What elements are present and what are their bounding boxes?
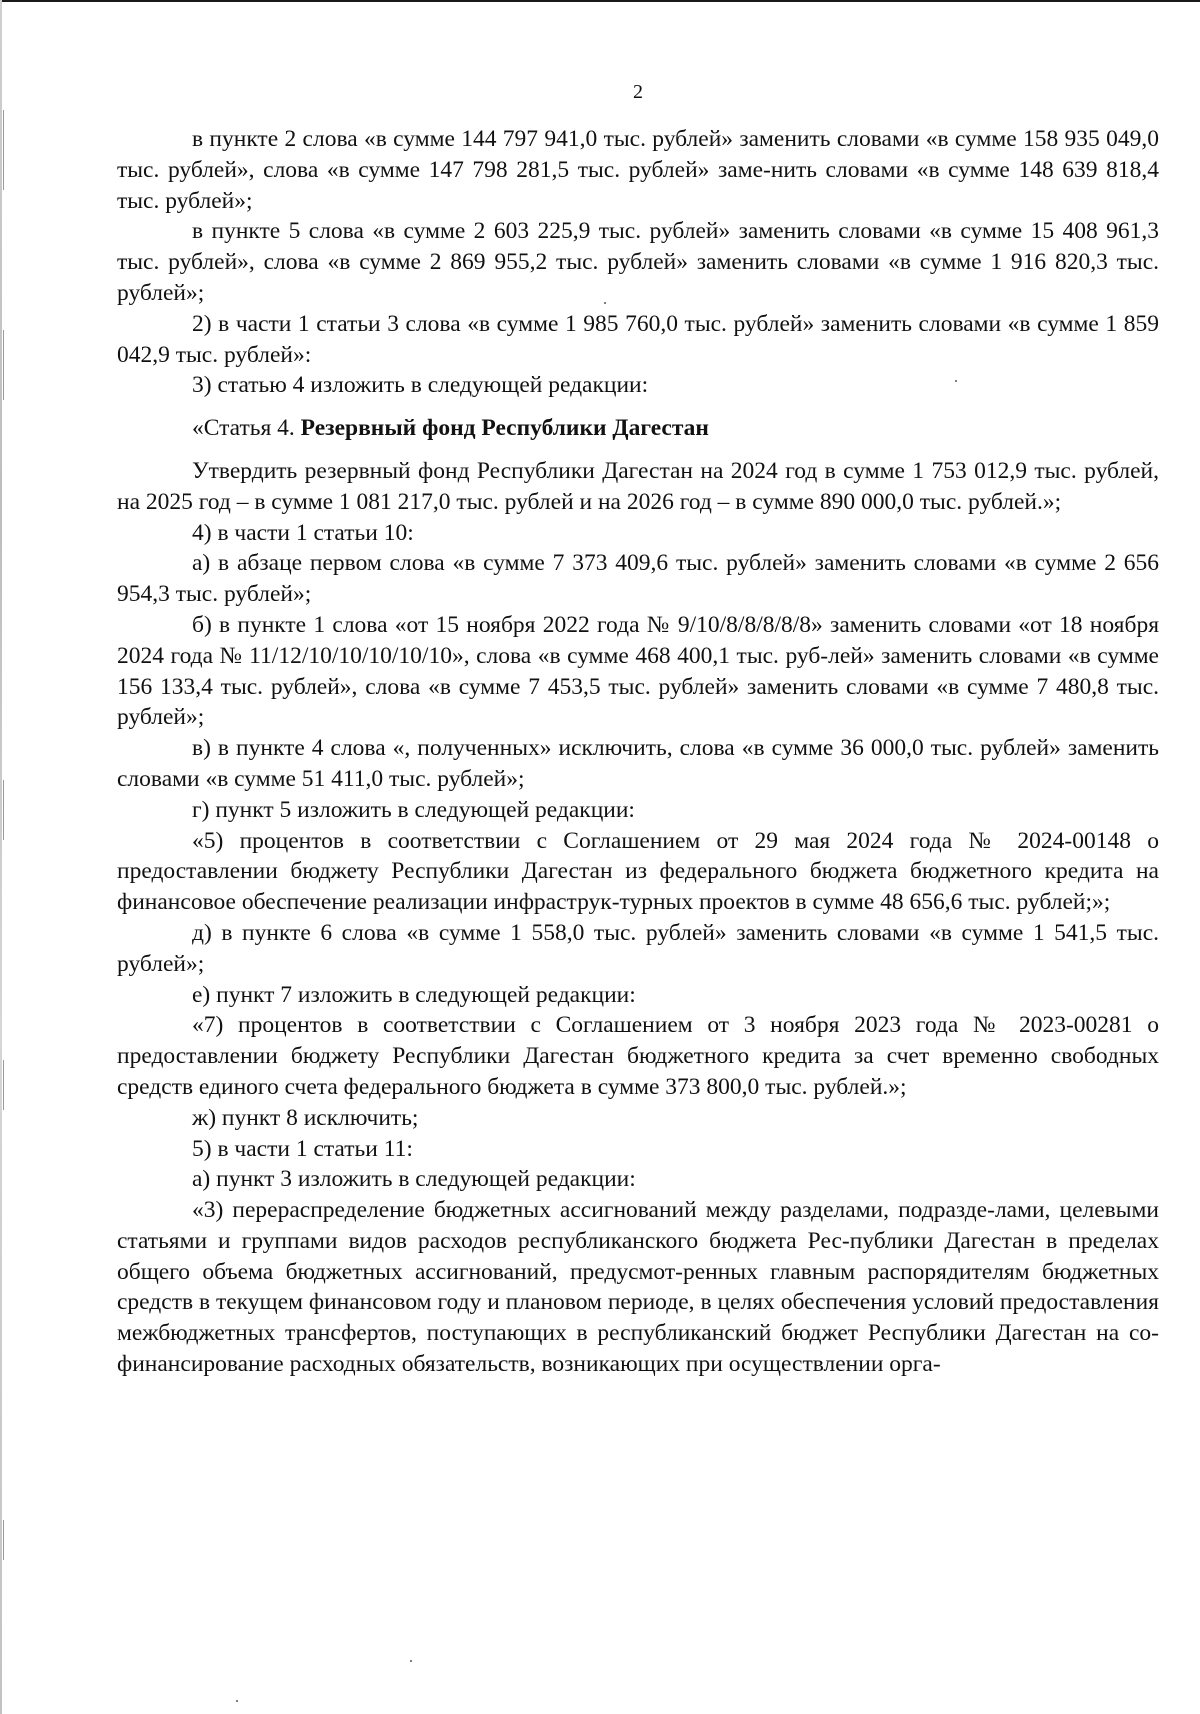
article-heading	[117, 413, 1159, 444]
document-body	[117, 124, 1159, 1380]
paragraph: а) в абзаце первом слова «в сумме 7 373 409,6 тыс. рублей» заменить словами «в сумме 2 656 954,3 тыс. рублей»;	[117, 550, 1159, 608]
paragraph: Утвердить резервный фонд Республики Дагестан на 2024 год в сумме 1 753 012,9 тыс. рублей, на 2025 год – в сумме 1 081 217,0 тыс. рублей и на 2026 год – в сумме 890 000,0 тыс. рублей.»;	[117, 457, 1159, 515]
scan-mark	[3, 1060, 4, 1110]
paragraph: «3) перераспределение бюджетных ассигнований между разделами, подразде-лами, целевыми статьями и группами видов расходов республиканского бюджета Рес-публики Дагестан в пределах общего объема бюджетных ассигнований, предусмот-ренных главным распорядителям бюджетных средств в текущем финансовом году и плановом периоде, в целях обеспечения условий предоставления межбюджетных трансфертов, поступающих в республиканский бюджет Республики Дагестан на со-финансирование расходных обязательств, возникающих при осуществлении орга-	[117, 1197, 1159, 1378]
paragraph: а) пункт 3 изложить в следующей редакции:	[192, 1166, 636, 1193]
article-prefix: «Статья 4.	[192, 415, 295, 442]
scan-top-edge	[0, 0, 1200, 2]
paragraph: ж) пункт 8 исключить;	[192, 1104, 419, 1131]
paragraph: б) в пункте 1 слова «от 15 ноября 2022 года № 9/10/8/8/8/8/8» заменить словами «от 18 ноября 2024 года № 11/12/10/10/10/10/10», слова «в сумме 468 400,1 тыс. руб-лей» заменить словами «в сумме 156 133,4 тыс. рублей», слова «в сумме 7 453,5 тыс. рублей» заменить словами «в сумме 7 480,8 тыс. рублей»;	[117, 611, 1159, 731]
scan-mark	[3, 330, 4, 400]
scan-mark	[3, 110, 4, 190]
paragraph: в пункте 2 слова «в сумме 144 797 941,0 тыс. рублей» заменить словами «в сумме 158 935 049,0 тыс. рублей», слова «в сумме 147 798 281,5 тыс. рублей» заме-нить словами «в сумме 148 639 818,4 тыс. рублей»;	[117, 126, 1159, 214]
paragraph: «5) процентов в соответствии с Соглашением от 29 мая 2024 года № 2024-00148 о предоставлении бюджету Республики Дагестан из федерального бюджета бюджетного кредита на финансовое обеспечение реализации инфраструк-турных проектов в сумме 48 656,6 тыс. рублей;»;	[117, 827, 1159, 916]
scan-speck	[236, 1700, 238, 1702]
page-number: 2	[633, 81, 643, 103]
paragraph: д) в пункте 6 слова «в сумме 1 558,0 тыс. рублей» заменить словами «в сумме 1 541,5 тыс. рублей»;	[117, 919, 1159, 977]
scan-mark	[3, 780, 4, 840]
scan-speck	[604, 302, 606, 304]
scan-speck	[410, 1660, 412, 1662]
paragraph: 2) в части 1 статьи 3 слова «в сумме 1 985 760,0 тыс. рублей» заменить словами «в сумме 1 859 042,9 тыс. рублей»:	[117, 310, 1159, 368]
article-title: Резервный фонд Республики Дагестан	[300, 415, 709, 442]
paragraph: е) пункт 7 изложить в следующей редакции:	[192, 981, 636, 1008]
scan-left-edge	[0, 0, 2, 1714]
scan-mark	[3, 1520, 4, 1560]
paragraph: 3) статью 4 изложить в следующей редакции:	[192, 372, 649, 399]
paragraph: 4) в части 1 статьи 10:	[192, 519, 414, 546]
paragraph: в) в пункте 4 слова «, полученных» исключить, слова «в сумме 36 000,0 тыс. рублей» заменить словами «в сумме 51 411,0 тыс. рублей»;	[117, 735, 1159, 792]
paragraph: г) пункт 5 изложить в следующей редакции:	[192, 796, 635, 823]
scan-speck	[955, 380, 957, 382]
paragraph: в пункте 5 слова «в сумме 2 603 225,9 тыс. рублей» заменить словами «в сумме 15 408 961,3 тыс. рублей», слова «в сумме 2 869 955,2 тыс. рублей» заменить словами «в сумме 1 916 820,3 тыс. рублей»;	[117, 218, 1159, 306]
paragraph: «7) процентов в соответствии с Соглашением от 3 ноября 2023 года № 2023-00281 о предоставлении бюджету Республики Дагестан бюджетного кредита за счет временно свободных средств единого счета федерального бюджета в сумме 373 800,0 тыс. рублей.»;	[117, 1012, 1159, 1100]
paragraph: 5) в части 1 статьи 11:	[192, 1135, 413, 1162]
